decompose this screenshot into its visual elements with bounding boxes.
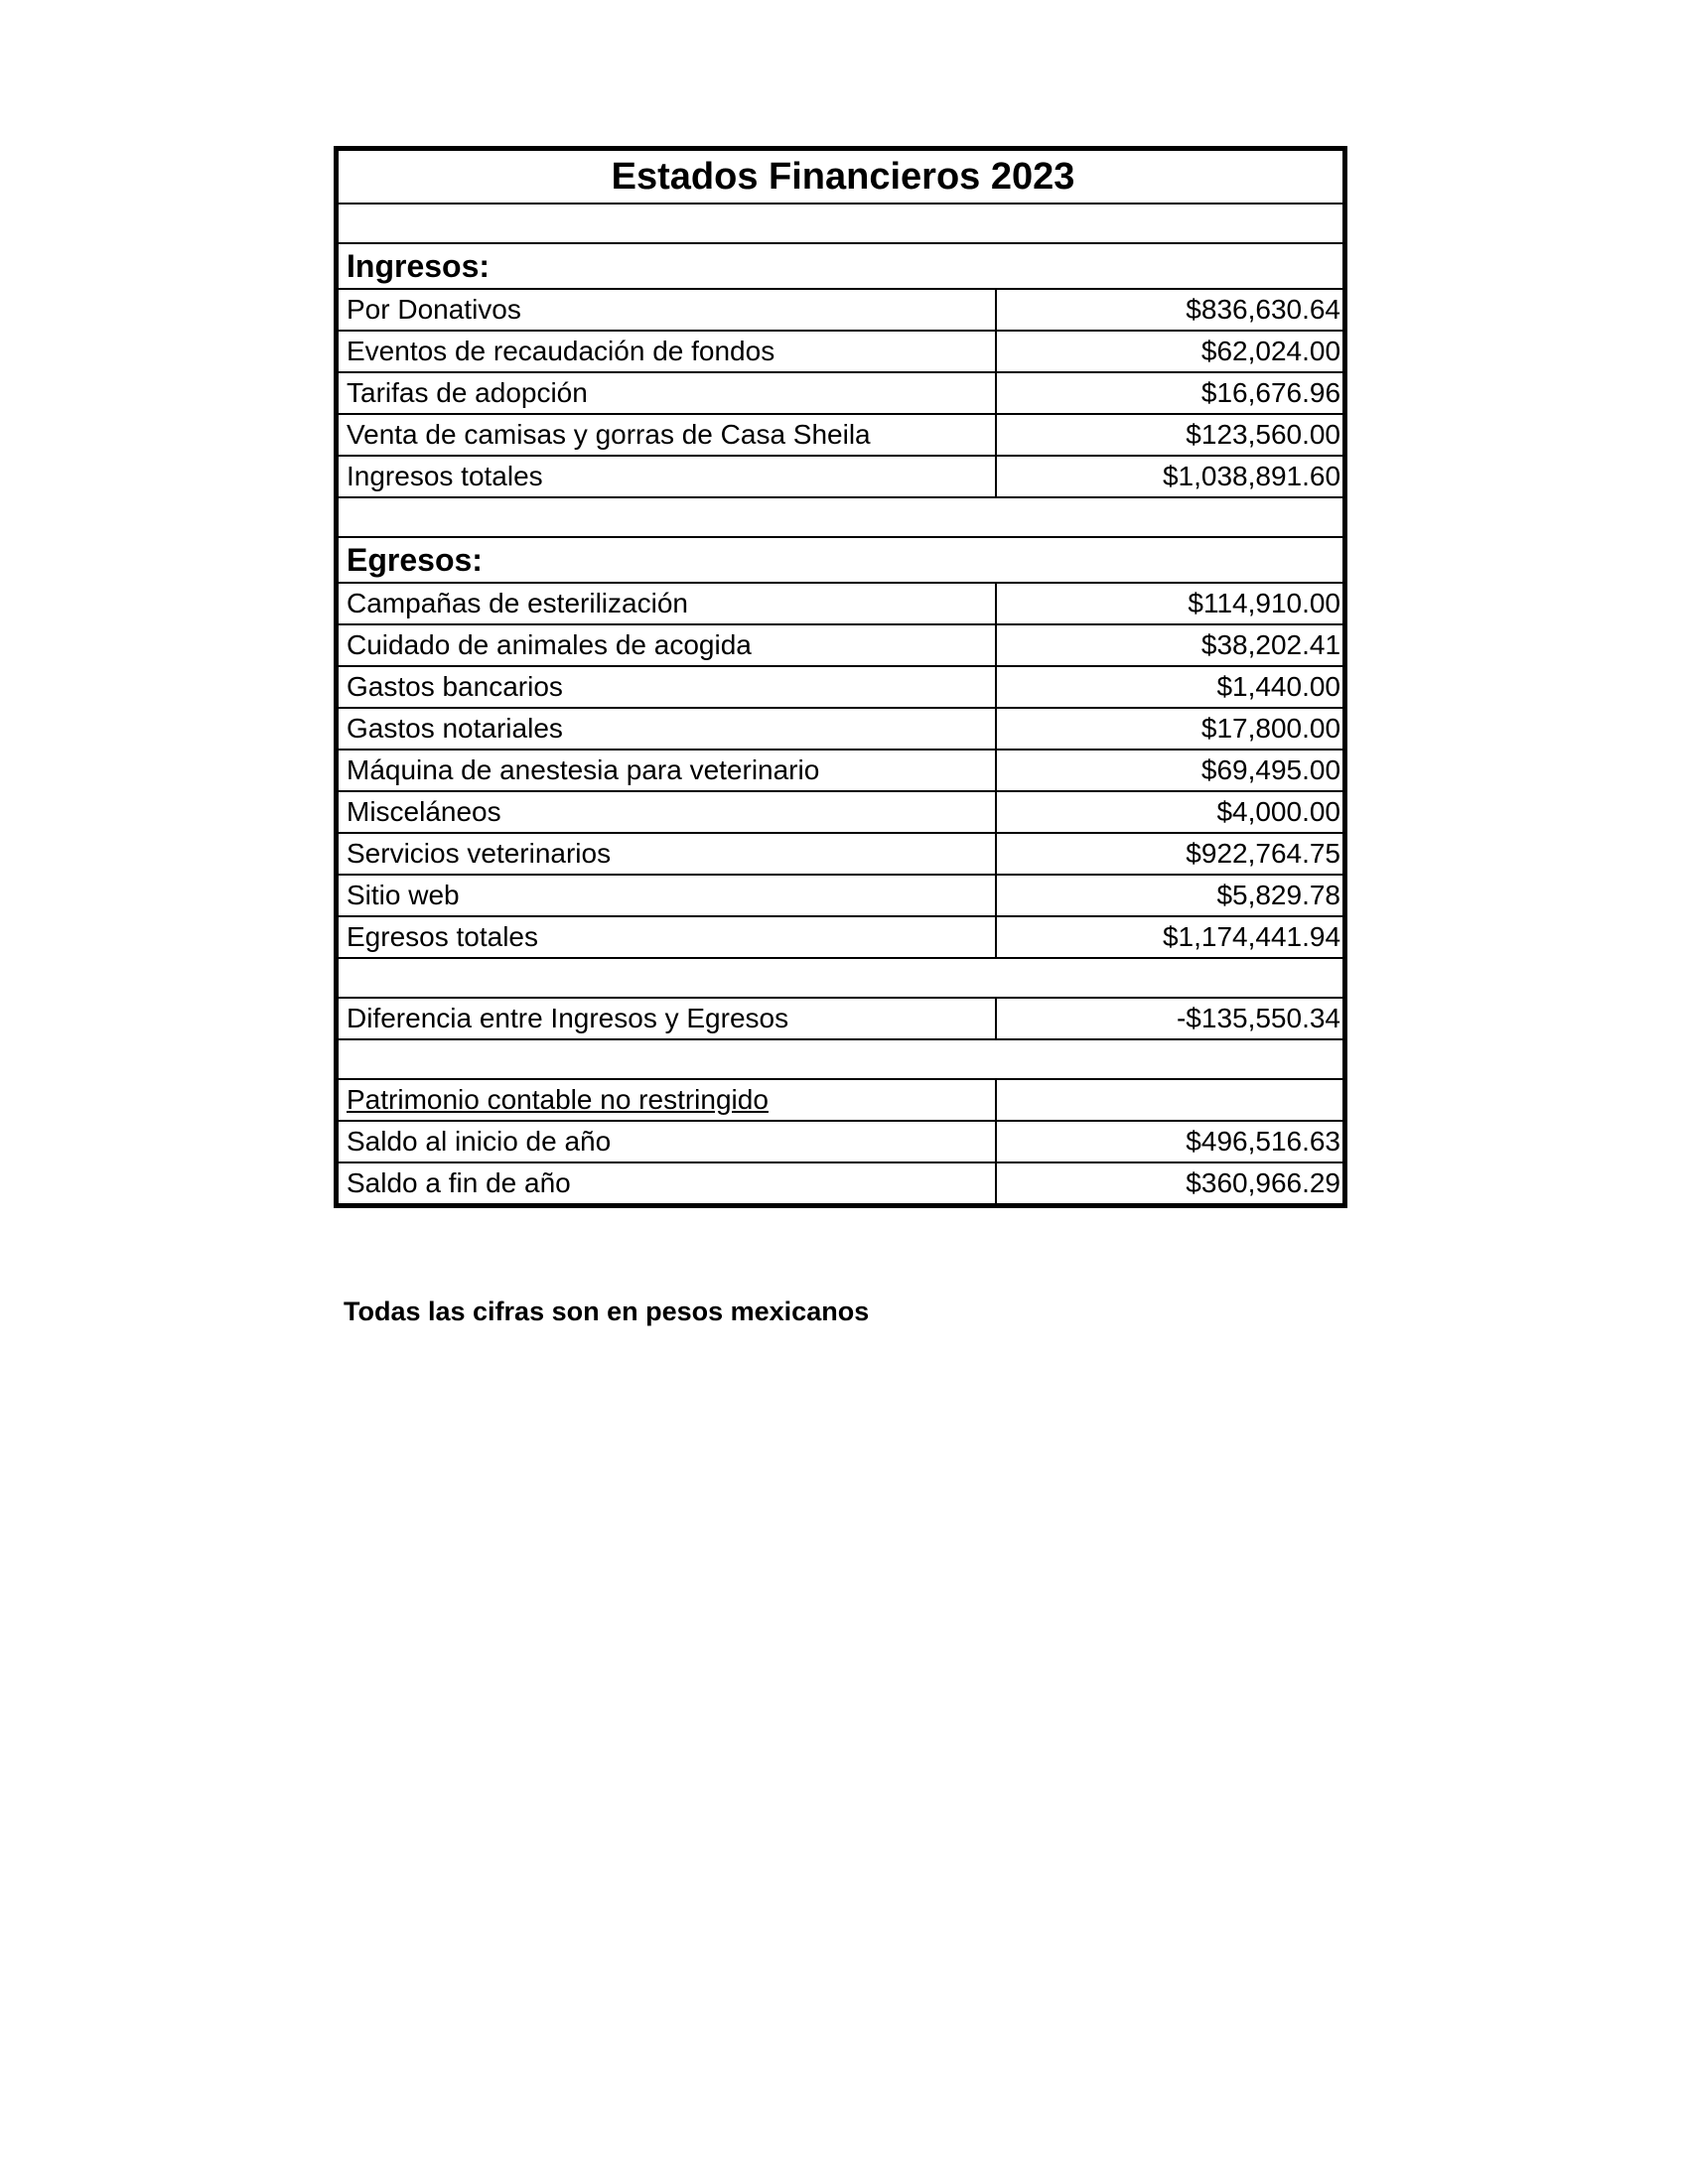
row-label: Diferencia entre Ingresos y Egresos — [337, 998, 996, 1039]
row-label: Eventos de recaudación de fondos — [337, 331, 996, 372]
blank-row — [337, 1039, 1345, 1079]
table-row — [337, 708, 1345, 750]
row-label: Campañas de esterilización — [337, 583, 996, 624]
row-amount: $1,174,441.94 — [996, 916, 1345, 958]
currency-footnote: Todas las cifras son en pesos mexicanos — [344, 1297, 870, 1326]
row-amount: $17,800.00 — [996, 708, 1345, 750]
row-label: Servicios veterinarios — [337, 833, 996, 875]
row-label: Por Donativos — [337, 289, 996, 331]
row-amount: $1,038,891.60 — [996, 456, 1345, 497]
row-label: Misceláneos — [337, 791, 996, 833]
patrimonio-heading-row — [337, 1079, 1345, 1121]
table-row — [337, 289, 1345, 331]
financial-statement-table — [334, 146, 1347, 1208]
row-label: Sitio web — [337, 875, 996, 916]
egresos-total-row — [337, 916, 1345, 958]
row-label: Saldo a fin de año — [337, 1162, 996, 1206]
table-row — [337, 372, 1345, 414]
row-amount: $69,495.00 — [996, 750, 1345, 791]
patrimonio-heading — [337, 1079, 996, 1121]
row-label: Gastos bancarios — [337, 666, 996, 708]
row-label: Saldo al inicio de año — [337, 1121, 996, 1162]
row-amount: $836,630.64 — [996, 289, 1345, 331]
blank-row — [337, 204, 1345, 243]
table-row — [337, 624, 1345, 666]
row-label: Tarifas de adopción — [337, 372, 996, 414]
table-row — [337, 583, 1345, 624]
row-amount: $1,440.00 — [996, 666, 1345, 708]
row-amount: $360,966.29 — [996, 1162, 1345, 1206]
row-label: Cuidado de animales de acogida — [337, 624, 996, 666]
row-amount: $16,676.96 — [996, 372, 1345, 414]
statement-title: Estados Financieros 2023 — [337, 149, 1345, 205]
row-amount: $62,024.00 — [996, 331, 1345, 372]
table-row — [337, 833, 1345, 875]
table-row — [337, 1162, 1345, 1206]
blank-row — [337, 497, 1345, 537]
row-amount: $496,516.63 — [996, 1121, 1345, 1162]
title-row — [337, 149, 1345, 205]
row-label: Gastos notariales — [337, 708, 996, 750]
ingresos-heading: Ingresos: — [337, 243, 1345, 289]
row-amount: -$135,550.34 — [996, 998, 1345, 1039]
row-label: Ingresos totales — [337, 456, 996, 497]
row-label: Venta de camisas y gorras de Casa Sheila — [337, 414, 996, 456]
ingresos-heading-row — [337, 243, 1345, 289]
row-amount: $5,829.78 — [996, 875, 1345, 916]
row-amount: $123,560.00 — [996, 414, 1345, 456]
row-label: Máquina de anestesia para veterinario — [337, 750, 996, 791]
table-row — [337, 666, 1345, 708]
egresos-heading-row — [337, 537, 1345, 583]
ingresos-total-row — [337, 456, 1345, 497]
blank-row — [337, 958, 1345, 998]
diferencia-row — [337, 998, 1345, 1039]
table-row — [337, 414, 1345, 456]
egresos-heading: Egresos: — [337, 537, 1345, 583]
patrimonio-heading-text: Patrimonio contable no restringido — [347, 1084, 769, 1115]
table-row — [337, 791, 1345, 833]
table-row — [337, 875, 1345, 916]
row-label: Egresos totales — [337, 916, 996, 958]
table-row — [337, 1121, 1345, 1162]
row-amount: $922,764.75 — [996, 833, 1345, 875]
table-row — [337, 750, 1345, 791]
row-amount: $38,202.41 — [996, 624, 1345, 666]
row-amount: $114,910.00 — [996, 583, 1345, 624]
table-row — [337, 331, 1345, 372]
empty-amount-cell — [996, 1079, 1345, 1121]
row-amount: $4,000.00 — [996, 791, 1345, 833]
